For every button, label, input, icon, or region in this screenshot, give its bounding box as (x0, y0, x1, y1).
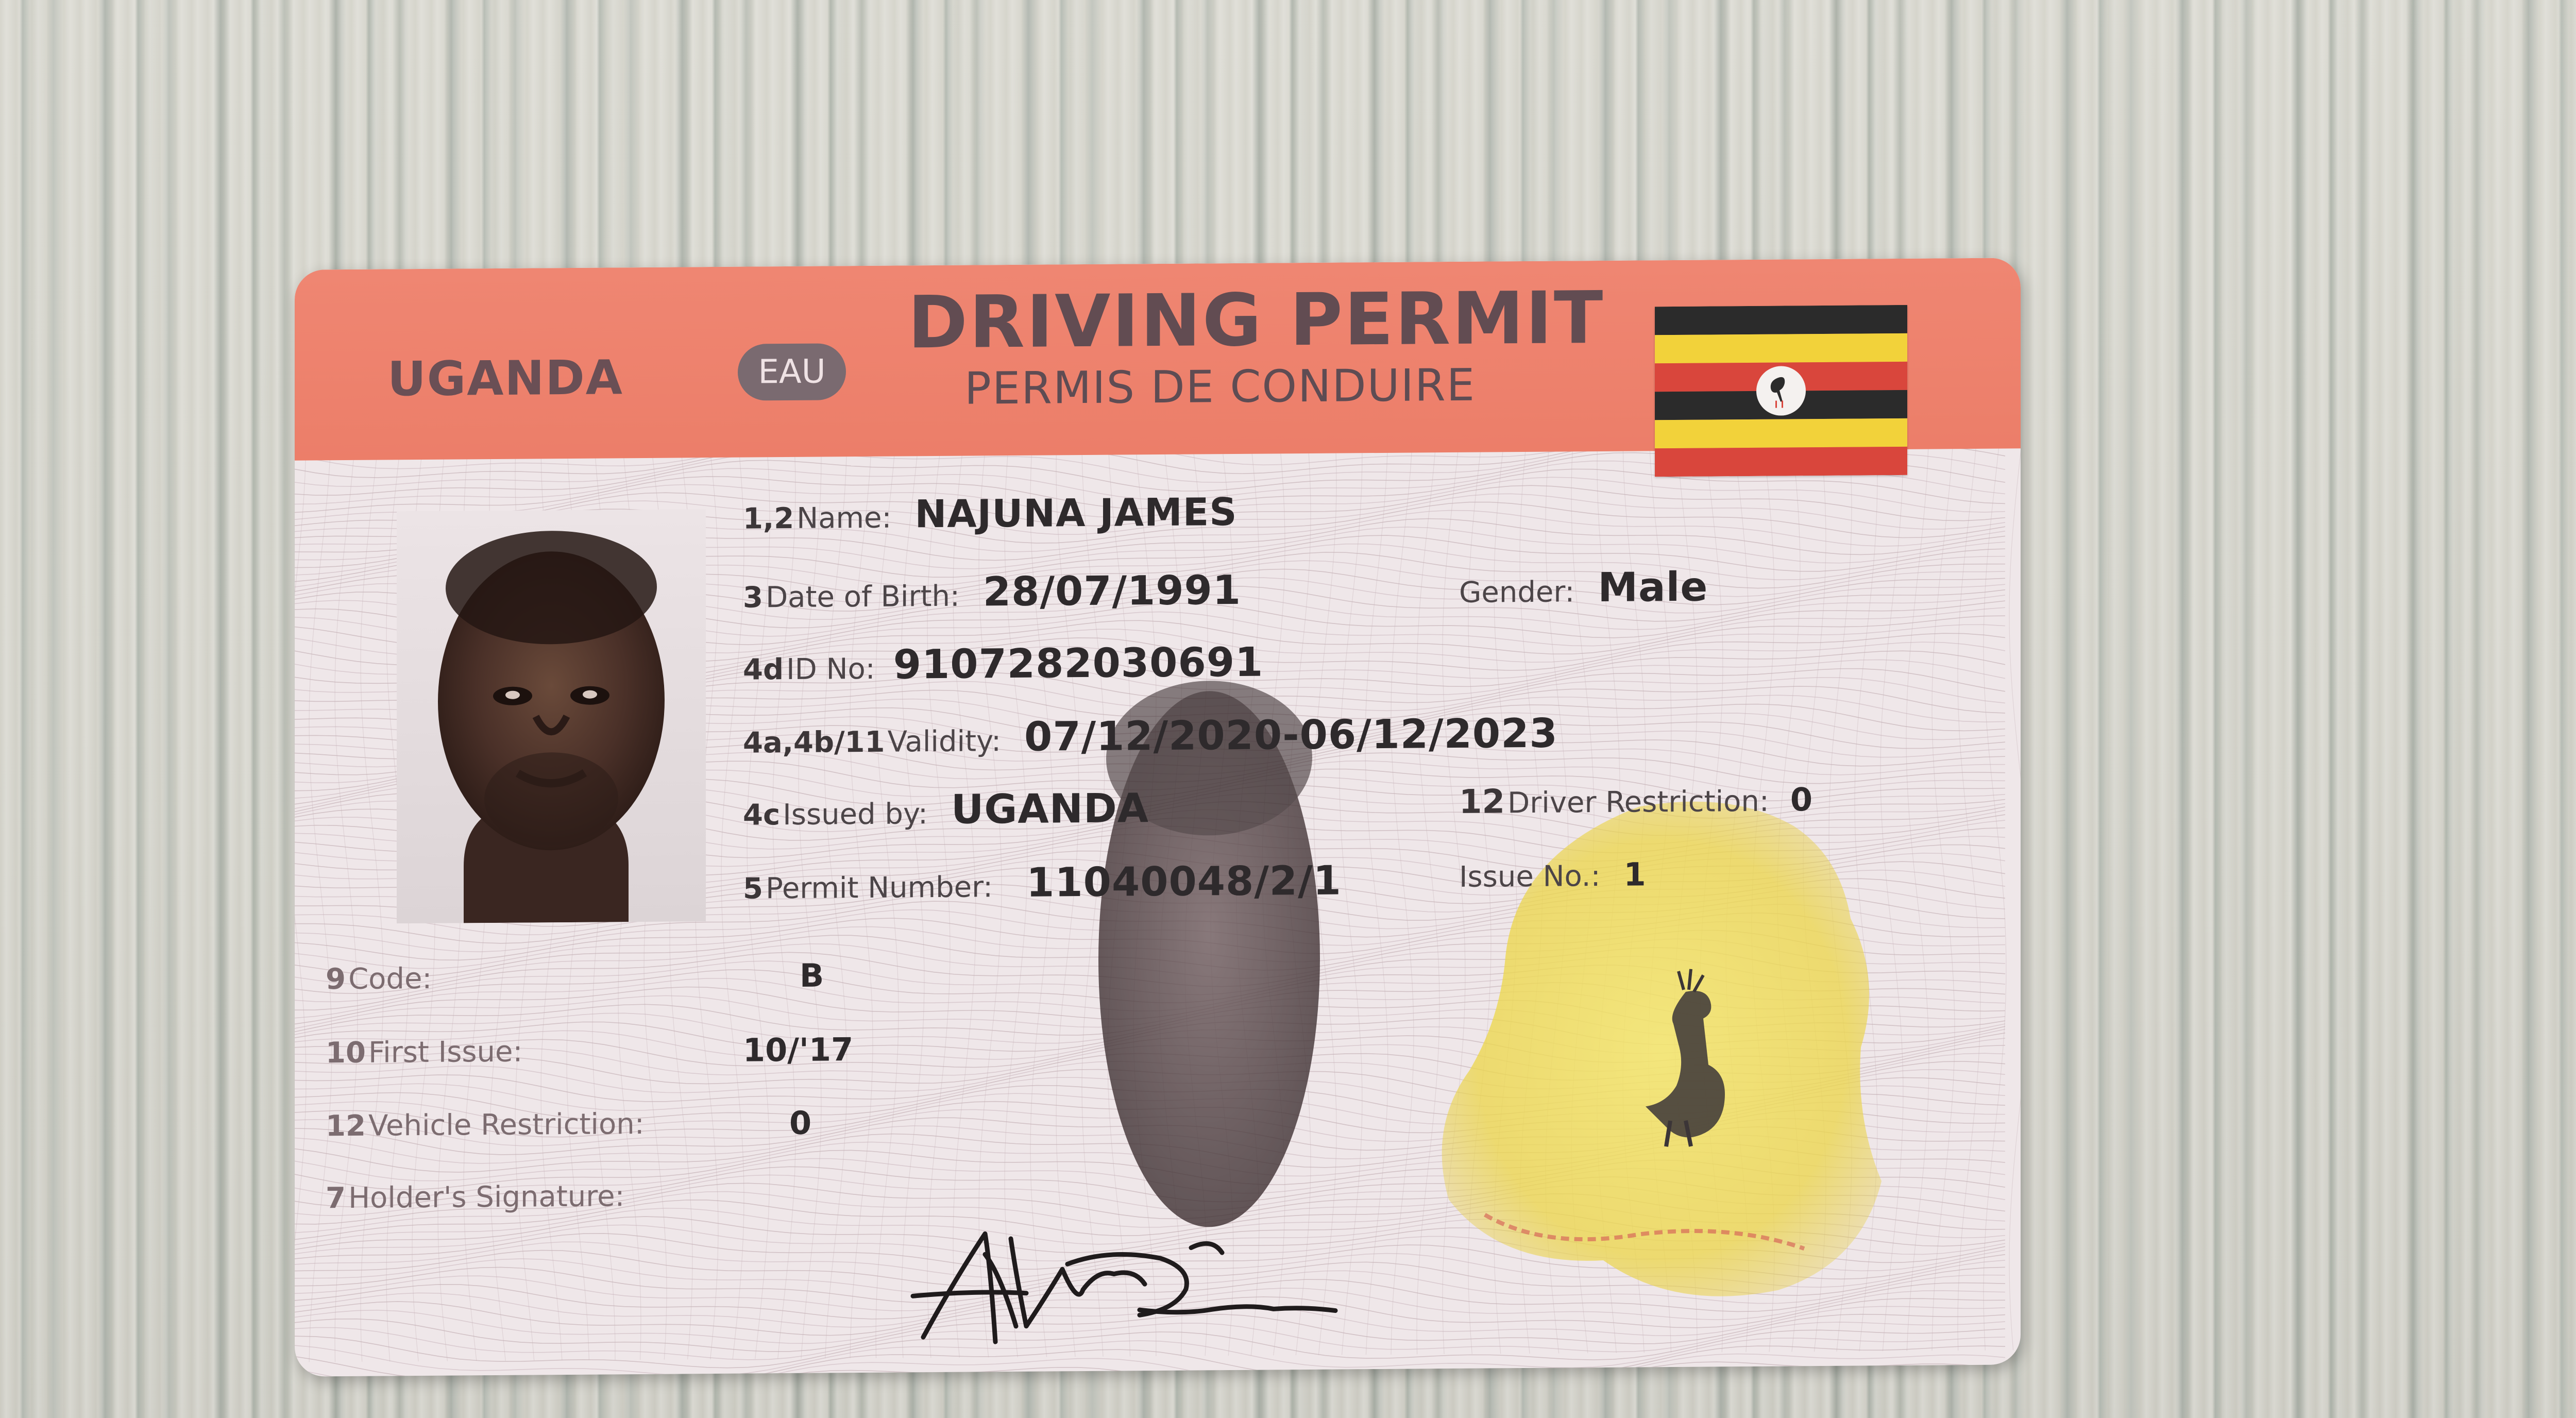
vehicle-restriction-value-wrap (789, 1104, 811, 1142)
permit-number-label: Permit Number: (766, 870, 993, 906)
name-label: Name: (796, 501, 892, 535)
holder-signature (903, 1205, 1418, 1363)
first-issue-code: 10 (326, 1036, 366, 1070)
driving-permit-card (295, 258, 2021, 1376)
code-field (326, 962, 432, 996)
validity-label: Validity: (887, 724, 1001, 759)
id-no-code: 4d (743, 653, 784, 687)
name-code: 1,2 (743, 501, 794, 536)
validity-value: 07/12/2020-06/12/2023 (1024, 710, 1558, 761)
flag-emblem-icon (1756, 366, 1806, 416)
holder-photo (397, 509, 706, 923)
signature-code: 7 (326, 1181, 346, 1216)
name-field (743, 490, 1238, 538)
driver-restriction-field (1459, 781, 1812, 821)
vehicle-restriction-code: 12 (326, 1109, 366, 1143)
driver-restriction-value: 0 (1790, 781, 1812, 819)
gender-field (1459, 564, 1708, 612)
gender-value: Male (1598, 564, 1708, 612)
id-no-value: 9107282030691 (893, 639, 1264, 688)
dob-label: Date of Birth: (766, 579, 960, 615)
first-issue-label: First Issue: (368, 1035, 523, 1070)
uganda-flag-icon (1655, 305, 1907, 477)
permit-number-value: 11040048/2/1 (1026, 857, 1342, 906)
issue-no-value: 1 (1623, 855, 1646, 893)
vehicle-restriction-label: Vehicle Restriction: (368, 1107, 645, 1143)
vehicle-restriction-field (326, 1107, 645, 1143)
issue-no-field (1459, 855, 1646, 894)
first-issue-value-wrap (743, 1031, 853, 1069)
issue-no-label: Issue No.: (1459, 859, 1601, 894)
name-value: NAJUNA JAMES (914, 489, 1238, 537)
vehicle-restriction-value: 0 (789, 1104, 812, 1142)
issued-by-code: 4c (743, 798, 781, 832)
first-issue-value: 10/'17 (743, 1031, 854, 1069)
validity-code: 4a,4b/11 (743, 725, 885, 760)
region-badge: EAU (738, 343, 846, 400)
issued-by-value: UGANDA (951, 785, 1149, 833)
driver-restriction-label: Driver Restriction: (1507, 784, 1769, 820)
dob-value: 28/07/1991 (982, 567, 1242, 616)
signature-field (326, 1179, 624, 1215)
code-value: B (800, 956, 824, 994)
issued-by-field (743, 785, 1149, 835)
header-country: UGANDA (387, 350, 623, 407)
permit-number-field (743, 858, 1342, 908)
id-no-label: ID No: (786, 652, 875, 687)
dob-code: 3 (743, 581, 763, 615)
code-label: Code: (348, 961, 432, 996)
card-title: DRIVING PERMIT (908, 276, 1605, 365)
first-issue-field (326, 1035, 522, 1070)
signature-label: Holder's Signature: (348, 1179, 625, 1215)
id-no-field (743, 639, 1263, 689)
gender-label: Gender: (1459, 575, 1575, 610)
dob-field (743, 567, 1241, 617)
card-subtitle: PERMIS DE CONDUIRE (964, 359, 1476, 415)
code-value-wrap (800, 957, 824, 994)
permit-number-code: 5 (743, 872, 763, 906)
driver-restriction-code: 12 (1459, 783, 1505, 821)
validity-field (743, 711, 1558, 763)
issued-by-label: Issued by: (783, 797, 928, 832)
code-code: 9 (326, 963, 346, 997)
